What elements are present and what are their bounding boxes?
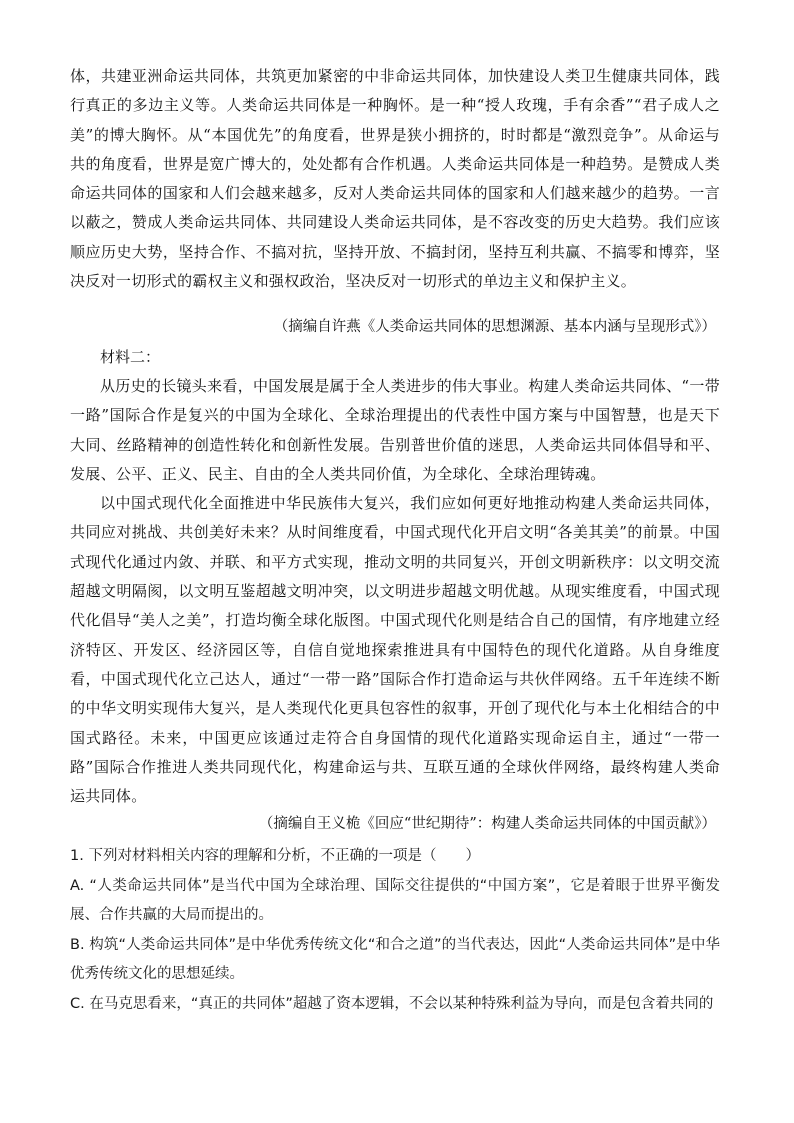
- material-two-paragraph-1: 从历史的长镜头来看，中国发展是属于全人类进步的伟大事业。构建人类命运共同体、“一带一路”国际合作是复兴的中国为全球化、全球治理提出的代表性中国方案与中国智慧，也是天下大同、丝路精神的创造性转化和创新性发展。告别普世价值的迷思，人类命运共同体倡导和平、发展、公平、正义、民主、自由的全人类共同价值，为全球化、全球治理铸魂。: [70, 377, 720, 483]
- material-one-paragraph: 体，共建亚洲命运共同体，共筑更加紧密的中非命运共同体，加快建设人类卫生健康共同体，践行真正的多边主义等。人类命运共同体是一种胸怀。是一种“授人玫瑰，手有余香”“君子成人之美”的博大胸怀。从“本国优先”的角度看，世界是狭小拥挤的，时时都是“激烈竞争”。从命运与共的角度看，世界是宽广博大的，处处都有合作机遇。人类命运共同体是一种趋势。是赞成人类命运共同体的国家和人们会越来越多，反对人类命运共同体的国家和人们越来越少的趋势。一言以蔽之，赞成人类命运共同体、共同建设人类命运共同体，是不容改变的历史大趋势。我们应该顺应历史大势，坚持合作、不搞对抗，坚持开放、不搞封闭，坚持互利共赢、不搞零和博弈，坚决反对一切形式的霸权主义和强权政治，坚决反对一切形式的单边主义和保护主义。: [70, 67, 720, 291]
- source-citation: （摘编自许燕《人类命运共同体的思想渊源、基本内涵与呈现形式》）: [273, 319, 716, 335]
- option-b: B. 构筑“人类命运共同体”是中华优秀传统文化“和合之道”的当代表达，因此“人类命运共同体”是中华优秀传统文化的思想延续。: [70, 936, 720, 983]
- option-c: C. 在马克思看来，“真正的共同体”超越了资本逻辑，不会以某种特殊利益为导向，而是包含着共同的: [70, 995, 714, 1012]
- material-two-label: 材料二：: [100, 348, 161, 366]
- source-two: [70, 810, 720, 839]
- source-one: [70, 313, 720, 342]
- question-stem: 1. 下列对材料相关内容的理解和分析，不正确的一项是（ ）: [70, 848, 480, 864]
- material-one-section: [70, 62, 720, 296]
- source-citation: （摘编自王义桅《回应“世纪期待”：构建人类命运共同体的中国贡献》）: [258, 816, 716, 832]
- question-one: [70, 842, 720, 1020]
- option-a: A. “人类命运共同体”是当代中国为全球治理、国际交往提供的“中国方案”，它是着眼于世界平衡发展、合作共赢的大局而提出的。: [70, 877, 720, 924]
- material-two-paragraph-2: 以中国式现代化全面推进中华民族伟大复兴，我们应如何更好地推动构建人类命运共同体，共同应对挑战、共创美好未来？从时间维度看，中国式现代化开启文明“各美其美”的前景。中国式现代化通过内敛、并联、和平方式实现，推动文明的共同复兴，开创文明新秩序：以文明交流超越文明隔阂，以文明互鉴超越文明冲突，以文明进步超越文明优越。从现实维度看，中国式现代化倡导“美人之美”，打造均衡全球化版图。中国式现代化则是结合自己的国情，有序地建立经济特区、开发区、经济园区等，自信自觉地探索推进具有中国特色的现代化道路。从自身维度看，中国式现代化立己达人，通过“一带一路”国际合作打造命运与共伙伴网络。五千年连续不断的中华文明实现伟大复兴，是人类现代化更具包容性的叙事，开创了现代化与本土化相结合的中国式路径。未来，中国更应该通过走符合自身国情的现代化道路实现命运自主，通过“一带一路”国际合作推进人类共同现代化，构建命运与共、互联互通的全球伙伴网络，最终构建人类命运共同体。: [70, 494, 720, 806]
- material-two-section: [70, 343, 720, 811]
